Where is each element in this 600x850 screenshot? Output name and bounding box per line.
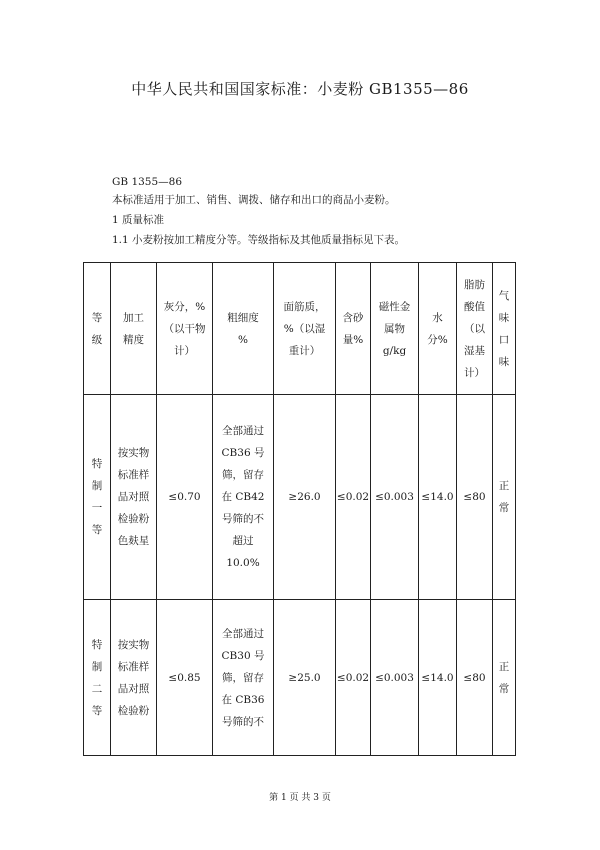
metal-cell: ≤0.003 bbox=[371, 395, 419, 600]
header-cell: 等级 bbox=[84, 263, 111, 395]
fineness-cell: 全部通过 CB30 号筛，留存在 CB36 号筛的不 bbox=[213, 600, 274, 756]
table-header-row bbox=[84, 263, 516, 395]
header-cell: 水分% bbox=[419, 263, 457, 395]
header-cell: 脂肪酸值（以湿基计） bbox=[457, 263, 493, 395]
sand-cell: ≤0.02 bbox=[336, 395, 371, 600]
fatty-acid-cell: ≤80 bbox=[457, 600, 493, 756]
precision-cell: 按实物标准样品对照检验粉色麸星 bbox=[111, 395, 157, 600]
grade-cell: 特制二等 bbox=[84, 600, 111, 756]
quality-spec-table bbox=[83, 262, 516, 756]
table-row bbox=[84, 600, 516, 756]
metal-cell: ≤0.003 bbox=[371, 600, 419, 756]
section-heading: 1 质量标准 bbox=[112, 214, 165, 226]
header-cell: 加工精度 bbox=[111, 263, 157, 395]
odor-cell: 正常 bbox=[493, 395, 516, 600]
header-cell: 面筋质，%（以湿重计） bbox=[274, 263, 336, 395]
clause-text: 1.1 小麦粉按加工精度分等。等级指标及其他质量指标见下表。 bbox=[112, 234, 406, 246]
ash-cell: ≤0.70 bbox=[157, 395, 213, 600]
table-row bbox=[84, 395, 516, 600]
ash-cell: ≤0.85 bbox=[157, 600, 213, 756]
header-cell: 含砂量% bbox=[336, 263, 371, 395]
scope-text: 本标准适用于加工、销售、调拨、储存和出口的商品小麦粉。 bbox=[112, 194, 396, 206]
gluten-cell: ≥26.0 bbox=[274, 395, 336, 600]
fineness-cell: 全部通过 CB36 号筛，留存在 CB42 号筛的不超过 10.0% bbox=[213, 395, 274, 600]
precision-cell: 按实物标准样品对照检验粉 bbox=[111, 600, 157, 756]
odor-cell: 正常 bbox=[493, 600, 516, 756]
header-cell: 灰分，%（以干物计） bbox=[157, 263, 213, 395]
fatty-acid-cell: ≤80 bbox=[457, 395, 493, 600]
moisture-cell: ≤14.0 bbox=[419, 600, 457, 756]
standard-code: GB 1355—86 bbox=[112, 176, 183, 188]
header-cell: 磁性金属物 g/kg bbox=[371, 263, 419, 395]
page-title: 中华人民共和国国家标准：小麦粉 GB1355—86 bbox=[131, 80, 469, 98]
header-cell: 粗细度 % bbox=[213, 263, 274, 395]
gluten-cell: ≥25.0 bbox=[274, 600, 336, 756]
page-footer: 第 1 页 共 3 页 bbox=[269, 793, 331, 803]
header-cell: 气味口味 bbox=[493, 263, 516, 395]
moisture-cell: ≤14.0 bbox=[419, 395, 457, 600]
sand-cell: ≤0.02 bbox=[336, 600, 371, 756]
grade-cell: 特制一等 bbox=[84, 395, 111, 600]
